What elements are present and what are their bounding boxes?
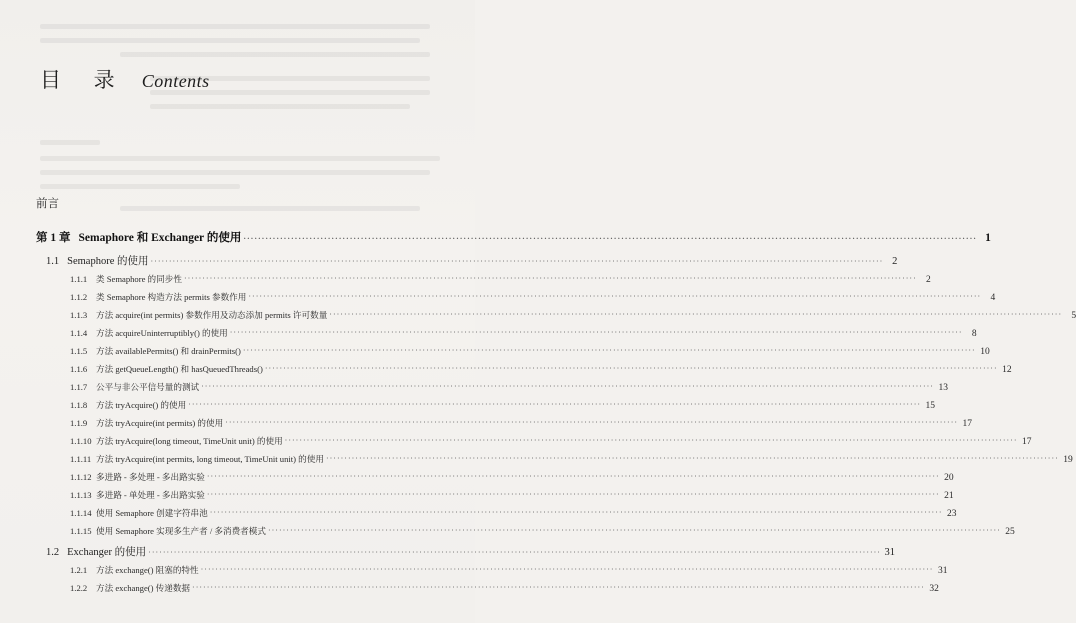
entry-title: 方法 getQueueLength() 和 hasQueuedThreads() <box>96 364 263 374</box>
dot-leader: ········································································································································································································ <box>229 328 963 337</box>
bleed-through-line <box>120 52 430 57</box>
entry-page: 8 <box>971 329 977 339</box>
toc-entry <box>70 399 936 411</box>
bleed-through-line <box>150 104 410 109</box>
bleed-through-line <box>40 156 440 161</box>
dot-leader: ········································································································································································································ <box>225 418 959 427</box>
title-chinese: 目 录 <box>40 68 128 92</box>
entry-page: 2 <box>926 275 931 285</box>
entry-number: 1.1.14 <box>70 508 92 518</box>
dot-leader: ········································································································································································································ <box>267 526 1001 535</box>
entry-title: 方法 acquireUninterruptibly() 的使用 <box>96 328 228 338</box>
entry-page: 5 <box>1071 311 1076 321</box>
bleed-through-line <box>40 170 430 175</box>
entry-number: 1.2.2 <box>70 583 88 593</box>
entry-number: 1.1.13 <box>70 490 92 500</box>
bleed-through-line <box>40 24 430 29</box>
entry-number: 1.1.9 <box>70 418 88 428</box>
toc-entry <box>70 564 948 576</box>
section-page: 31 <box>884 547 895 558</box>
entry-page: 31 <box>937 566 948 576</box>
dot-leader: ········································································································································································································ <box>325 454 1059 463</box>
dot-leader: ········································································································································································································ <box>183 274 917 283</box>
entry-title: 类 Semaphore 的同步性 <box>96 274 182 284</box>
dot-leader: ········································································································································································································ <box>206 472 940 481</box>
toc-entry <box>70 327 977 339</box>
toc-preface: 前言 <box>36 198 59 210</box>
entry-number: 1.1.5 <box>70 346 88 356</box>
entry-page: 25 <box>1005 527 1015 537</box>
entry-title: 方法 availablePermits() 和 drainPermits() <box>96 346 241 356</box>
entry-title: 类 Semaphore 构造方法 permits 参数作用 <box>96 292 247 302</box>
entry-page: 17 <box>962 419 973 429</box>
entry-page: 23 <box>947 509 957 519</box>
entry-number: 1.1.1 <box>70 274 88 284</box>
section-title: Semaphore 的使用 <box>67 256 149 267</box>
dot-leader: ········································································································································································································ <box>201 382 934 391</box>
toc-entry <box>70 291 996 303</box>
toc-entry <box>70 507 957 519</box>
entry-title: 多进路 - 多处理 - 多出路实验 <box>96 472 205 482</box>
entry-page: 4 <box>990 293 996 303</box>
entry-page: 10 <box>980 347 990 357</box>
entry-title: 方法 tryAcquire(int permits, long timeout, TimeUnit unit) 的使用 <box>96 454 324 464</box>
entry-number: 1.2.1 <box>70 565 88 575</box>
bleed-through-line <box>40 38 420 43</box>
entry-page: 19 <box>1063 455 1073 465</box>
dot-leader: ········································································································································································································ <box>284 436 1018 445</box>
entry-number: 1.1.7 <box>70 382 88 392</box>
dot-leader: ········································································································································································································ <box>248 292 982 301</box>
section-number: 1.1 <box>46 256 60 267</box>
dot-leader: ········································································································································································································ <box>242 346 976 355</box>
page-title <box>40 64 210 92</box>
entry-title: 方法 exchange() 阻塞的特性 <box>96 565 199 575</box>
section-page: 2 <box>892 256 898 267</box>
toc-entry <box>70 417 973 429</box>
entry-page: 12 <box>1002 365 1012 375</box>
entry-number: 1.1.6 <box>70 364 88 374</box>
entry-number: 1.1.8 <box>70 400 88 410</box>
dot-leader: ········································································································································································································ <box>192 583 925 592</box>
toc-section-1-1 <box>46 253 898 268</box>
dot-leader: ········································································································································································································ <box>206 490 940 499</box>
entry-page: 32 <box>929 584 939 594</box>
entry-number: 1.1.2 <box>70 292 88 302</box>
entry-title: 公平与非公平信号量的测试 <box>96 382 200 392</box>
entry-title: 方法 acquire(int permits) 参数作用及动态添加 permits 许可数量 <box>96 310 328 320</box>
chapter-number: 第 1 章 <box>36 232 71 244</box>
dot-leader: ········································································································································································································ <box>200 565 934 574</box>
bleed-through-line <box>120 206 420 211</box>
dot-leader: ········································································································································································································ <box>148 548 881 557</box>
entry-page: 15 <box>925 401 936 411</box>
entry-title: 使用 Semaphore 实现多生产者 / 多消费者模式 <box>96 526 266 536</box>
entry-number: 1.1.3 <box>70 310 88 320</box>
toc-section-1-2 <box>46 544 895 559</box>
chapter-page: 1 <box>985 232 991 244</box>
entry-title: 多进路 - 单处理 - 多出路实验 <box>96 490 205 500</box>
entry-title: 方法 tryAcquire() 的使用 <box>96 400 187 410</box>
entry-title: 方法 tryAcquire(long timeout, TimeUnit unit) 的使用 <box>96 436 283 446</box>
entry-page: 20 <box>944 473 954 483</box>
entry-number: 1.1.10 <box>70 436 92 446</box>
entry-number: 1.1.12 <box>70 472 92 482</box>
entry-page: 13 <box>938 383 948 393</box>
dot-leader: ········································································································································································································ <box>264 364 998 373</box>
entry-number: 1.1.11 <box>70 454 92 464</box>
title-english: Contents <box>141 71 210 91</box>
dot-leader: ········································································································································································································ <box>209 508 943 517</box>
section-title: Exchanger 的使用 <box>67 547 147 558</box>
entry-page: 21 <box>944 491 954 501</box>
entry-page: 17 <box>1021 437 1032 447</box>
bleed-through-line <box>40 140 100 145</box>
toc-entry <box>70 363 1012 375</box>
toc-entry <box>70 381 948 393</box>
entry-title: 方法 tryAcquire(int permits) 的使用 <box>96 418 224 428</box>
section-number: 1.2 <box>46 547 60 558</box>
entry-number: 1.1.4 <box>70 328 88 338</box>
toc-entry <box>70 582 939 594</box>
toc-entry <box>70 309 1076 321</box>
toc-chapter-1 <box>36 229 991 245</box>
dot-leader: ········································································································································································································ <box>188 400 922 409</box>
toc-entry <box>70 345 990 357</box>
toc-entry <box>70 453 1073 465</box>
toc-entry <box>70 489 954 501</box>
toc-entry <box>70 273 931 285</box>
dot-leader: ········································································································································································································ <box>150 257 884 266</box>
toc-entry <box>70 471 954 483</box>
bleed-through-line <box>40 184 240 189</box>
entry-title: 使用 Semaphore 创建字符串池 <box>96 508 208 518</box>
chapter-title: Semaphore 和 Exchanger 的使用 <box>78 232 242 244</box>
toc-entry <box>70 525 1015 537</box>
toc-entry <box>70 435 1032 447</box>
dot-leader: ········································································································································································································ <box>243 234 977 243</box>
entry-number: 1.1.15 <box>70 526 92 536</box>
entry-title: 方法 exchange() 传递数据 <box>96 583 191 593</box>
dot-leader: ········································································································································································································ <box>329 310 1063 319</box>
